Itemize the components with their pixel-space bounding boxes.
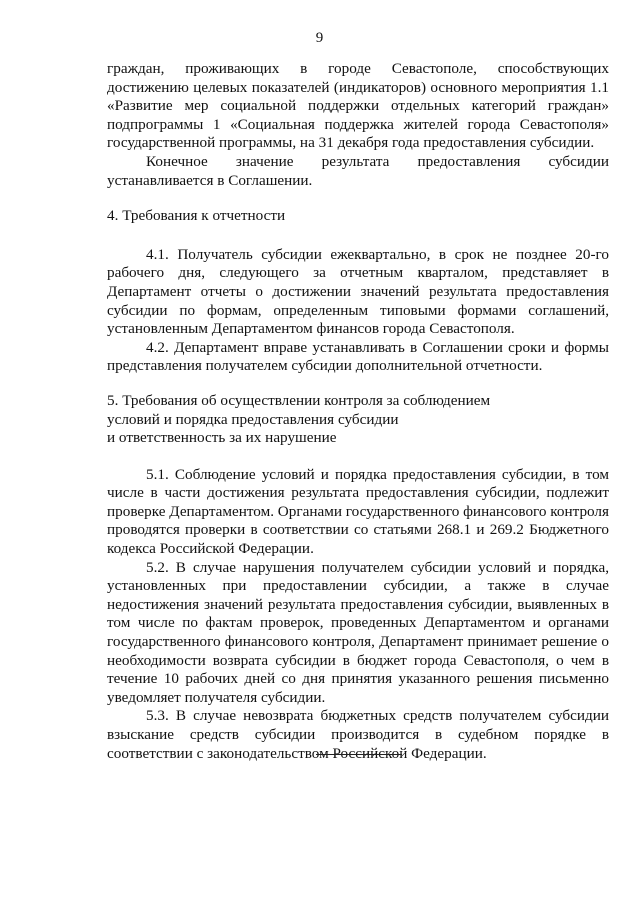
- end-of-document-divider: [316, 754, 402, 755]
- clause-4-2: 4.2. Департамент вправе устанавливать в Соглашении сроки и формы представления получателем субсидии дополнительной отчетности.: [107, 338, 609, 375]
- document-body: [107, 60, 609, 763]
- paragraph-final-value: Конечное значение результата предоставления субсидии устанавливается в Соглашении.: [107, 152, 609, 189]
- clause-5-3: 5.3. В случае невозврата бюджетных средств получателем субсидии взыскание средств субсидии производится в судебном порядке в соответствии с законодательством Российской Федерации.: [107, 707, 609, 762]
- clause-4-1: 4.1. Получатель субсидии ежеквартально, в срок не позднее 20-го рабочего дня, следующего за отчетным кварталом, представляет в Департамент отчеты о достижении значений результата предоставления субсидии по формам, определенным типовыми формами соглашений, установленным Департаментом финансов города Севастополя.: [107, 245, 609, 338]
- section-5-heading-line: и ответственность за их нарушение: [107, 429, 337, 447]
- clause-5-2: 5.2. В случае нарушения получателем субсидии условий и порядка, установленных при предоставлении субсидии, а также в случае недостижения значений результата предоставления субсидии, выявленных в том числе по фактам проверок, проведенных Департаментом и органами государственного финансового контроля, Департамент принимает решение о необходимости возврата субсидии в бюджет города Севастополя, о чем в течение 10 рабочих дней со дня принятия указанного решения письменно уведомляет получателя субсидии.: [107, 558, 609, 706]
- section-5-heading-line: 5. Требования об осуществлении контроля за соблюдением: [107, 391, 491, 409]
- section-5-heading: [107, 392, 609, 448]
- section-4-heading: 4. Требования к отчетности: [107, 207, 286, 225]
- clause-5-1: 5.1. Соблюдение условий и порядка предоставления субсидии, в том числе в части достижения результата предоставления субсидии, подлежит проверке Департаментом. Органами государственного финансового контроля проводятся проверки в соответствии со статьями 268.1 и 269.2 Бюджетного кодекса Российской Федерации.: [107, 465, 610, 558]
- section-5-heading-line: условий и порядка предоставления субсидии: [107, 410, 399, 428]
- page-number: 9: [315, 30, 324, 46]
- paragraph-continuation: граждан, проживающих в городе Севастополе, способствующих достижению целевых показателей (индикаторов) основного мероприятия 1.1 «Развитие мер социальной поддержки отдельных категорий граждан» подпрограммы 1 «Социальная поддержка жителей города Севастополя» государственной программы, на 31 декабря года предоставления субсидии.: [107, 60, 609, 152]
